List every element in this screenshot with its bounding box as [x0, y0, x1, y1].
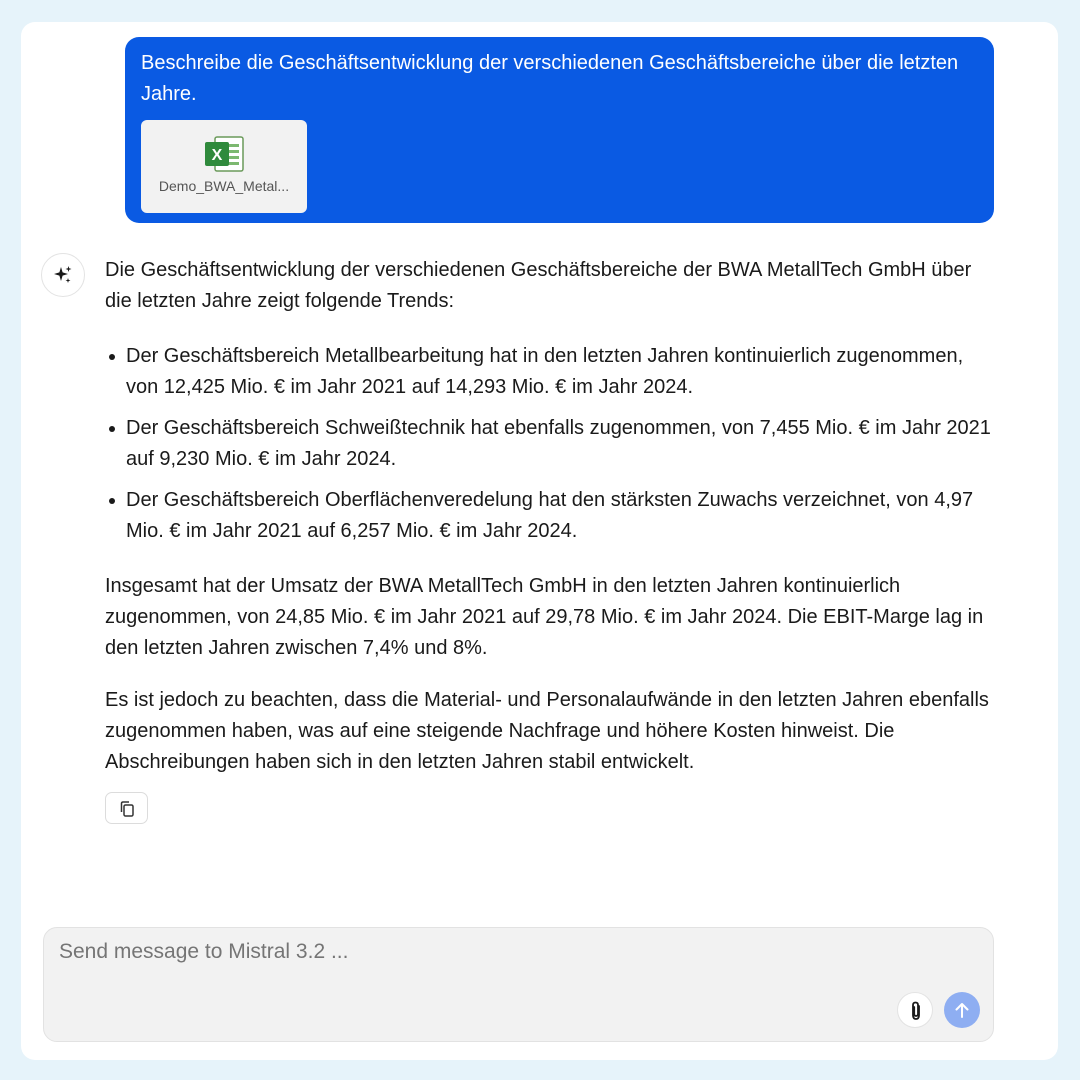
list-item: Der Geschäftsbereich Oberflächenveredelung hat den stärksten Zuwachs verzeichnet, von 4,97 Mio. € im Jahr 2021 auf 6,257 Mio. € im Jahr 2024.: [105, 485, 995, 547]
message-input[interactable]: [59, 940, 879, 964]
paperclip-icon: [907, 1000, 925, 1022]
assistant-summary: Insgesamt hat der Umsatz der BWA MetallTech GmbH in den letzten Jahren kontinuierlich zugenommen, von 24,85 Mio. € im Jahr 2021 auf 29,78 Mio. € im Jahr 2024. Die EBIT-Marge lag in den letzten Jahren zwischen 7,4% und 8%.: [105, 575, 984, 659]
arrow-up-icon: [953, 1000, 971, 1020]
excel-file-icon: [203, 135, 245, 173]
send-button[interactable]: [944, 992, 980, 1028]
message-composer: [43, 927, 994, 1042]
assistant-avatar: [41, 253, 85, 297]
assistant-intro: Die Geschäftsentwicklung der verschiedenen Geschäftsbereiche der BWA MetallTech GmbH über die letzten Jahre zeigt folgende Trends:: [105, 259, 972, 312]
user-message-bubble: [125, 37, 994, 223]
trend-list: [105, 341, 995, 547]
copy-icon: [118, 800, 136, 818]
attachment-filename: Demo_BWA_Metal...: [158, 178, 290, 194]
attach-file-button[interactable]: [897, 992, 933, 1028]
attachment-card[interactable]: [141, 120, 307, 213]
list-item: Der Geschäftsbereich Schweißtechnik hat ebenfalls zugenommen, von 7,455 Mio. € im Jahr 2021 auf 9,230 Mio. € im Jahr 2024.: [105, 413, 995, 475]
user-message-text: Beschreibe die Geschäftsentwicklung der verschiedenen Geschäftsbereiche über die letzten Jahre.: [141, 52, 959, 105]
assistant-note: Es ist jedoch zu beachten, dass die Material- und Personalaufwände in den letzten Jahren ebenfalls zugenommen haben, was auf eine steigende Nachfrage und höhere Kosten hinweist. Die Abschreibungen haben sich in den letzten Jahren stabil entwickelt.: [105, 689, 989, 773]
assistant-message: [105, 255, 995, 778]
list-item: Der Geschäftsbereich Metallbearbeitung hat in den letzten Jahren kontinuierlich zugenommen, von 12,425 Mio. € im Jahr 2021 auf 14,293 Mio. € im Jahr 2024.: [105, 341, 995, 403]
sparkle-icon: [52, 264, 74, 286]
copy-button[interactable]: [105, 792, 148, 824]
svg-text:X: X: [211, 147, 223, 164]
